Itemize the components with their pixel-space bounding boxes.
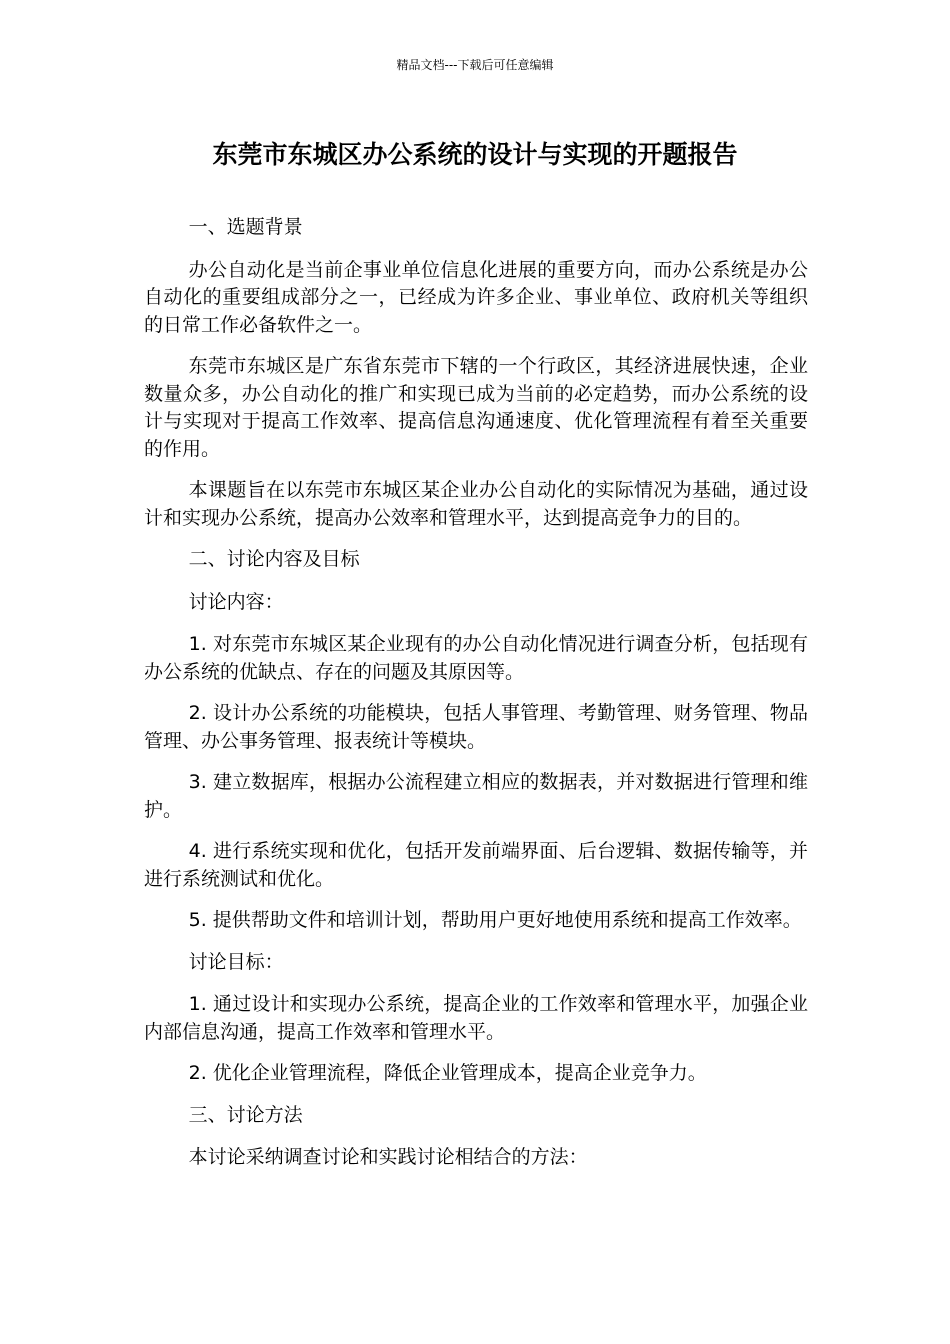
list-item-goal-2: 2. 优化企业管理流程，降低企业管理成本，提高企业竞争力。 [188, 1062, 707, 1084]
list-item-content-5: 5. 提供帮助文件和培训计划，帮助用户更好地使用系统和提高工作效率。 [188, 909, 802, 931]
list-item-content-4: 4. 进行系统实现和优化，包括开发前端界面、后台逻辑、数据传输等，并进行系统测试和优化。 [144, 840, 808, 890]
paragraph-project-aim: 本课题旨在以东莞市东城区某企业办公自动化的实际情况为基础，通过设计和实现办公系统，提高办公效率和管理水平，达到提高竞争力的目的。 [144, 479, 808, 529]
subheading-content: 讨论内容： [188, 590, 284, 613]
list-item-goal-1: 1. 通过设计和实现办公系统，提高企业的工作效率和管理水平，加强企业内部信息沟通，提高工作效率和管理水平。 [144, 993, 808, 1043]
paragraph-office-automation: 办公自动化是当前企事业单位信息化进展的重要方向，而办公系统是办公自动化的重要组成部分之一，已经成为许多企业、事业单位、政府机关等组织的日常工作必备软件之一。 [144, 258, 808, 336]
paragraph-dongcheng-district: 东莞市东城区是广东省东莞市下辖的一个行政区，其经济进展快速，企业数量众多，办公自动化的推广和实现已成为当前的必定趋势，而办公系统的设计与实现对于提高工作效率、提高信息沟通速度、优化管理流程有着至关重要的作用。 [144, 355, 808, 460]
document-title: 东莞市东城区办公系统的设计与实现的开题报告 [212, 140, 738, 169]
list-item-content-3: 3. 建立数据库，根据办公流程建立相应的数据表，并对数据进行管理和维护。 [144, 771, 808, 821]
section-heading-background: 一、选题背景 [188, 216, 303, 238]
header-note: 精品文档---下载后可任意编辑 [396, 58, 554, 72]
paragraph-methods-intro: 本讨论采纳调查讨论和实践讨论相结合的方法： [188, 1146, 588, 1168]
subheading-goals: 讨论目标： [188, 950, 284, 973]
list-item-content-2: 2. 设计办公系统的功能模块，包括人事管理、考勤管理、财务管理、物品管理、办公事务管理、报表统计等模块。 [144, 702, 808, 752]
list-item-content-1: 1. 对东莞市东城区某企业现有的办公自动化情况进行调查分析，包括现有办公系统的优缺点、存在的问题及其原因等。 [144, 633, 808, 683]
section-heading-content-goals: 二、讨论内容及目标 [188, 548, 360, 570]
section-heading-methods: 三、讨论方法 [188, 1103, 303, 1126]
document-body [144, 214, 808, 1186]
